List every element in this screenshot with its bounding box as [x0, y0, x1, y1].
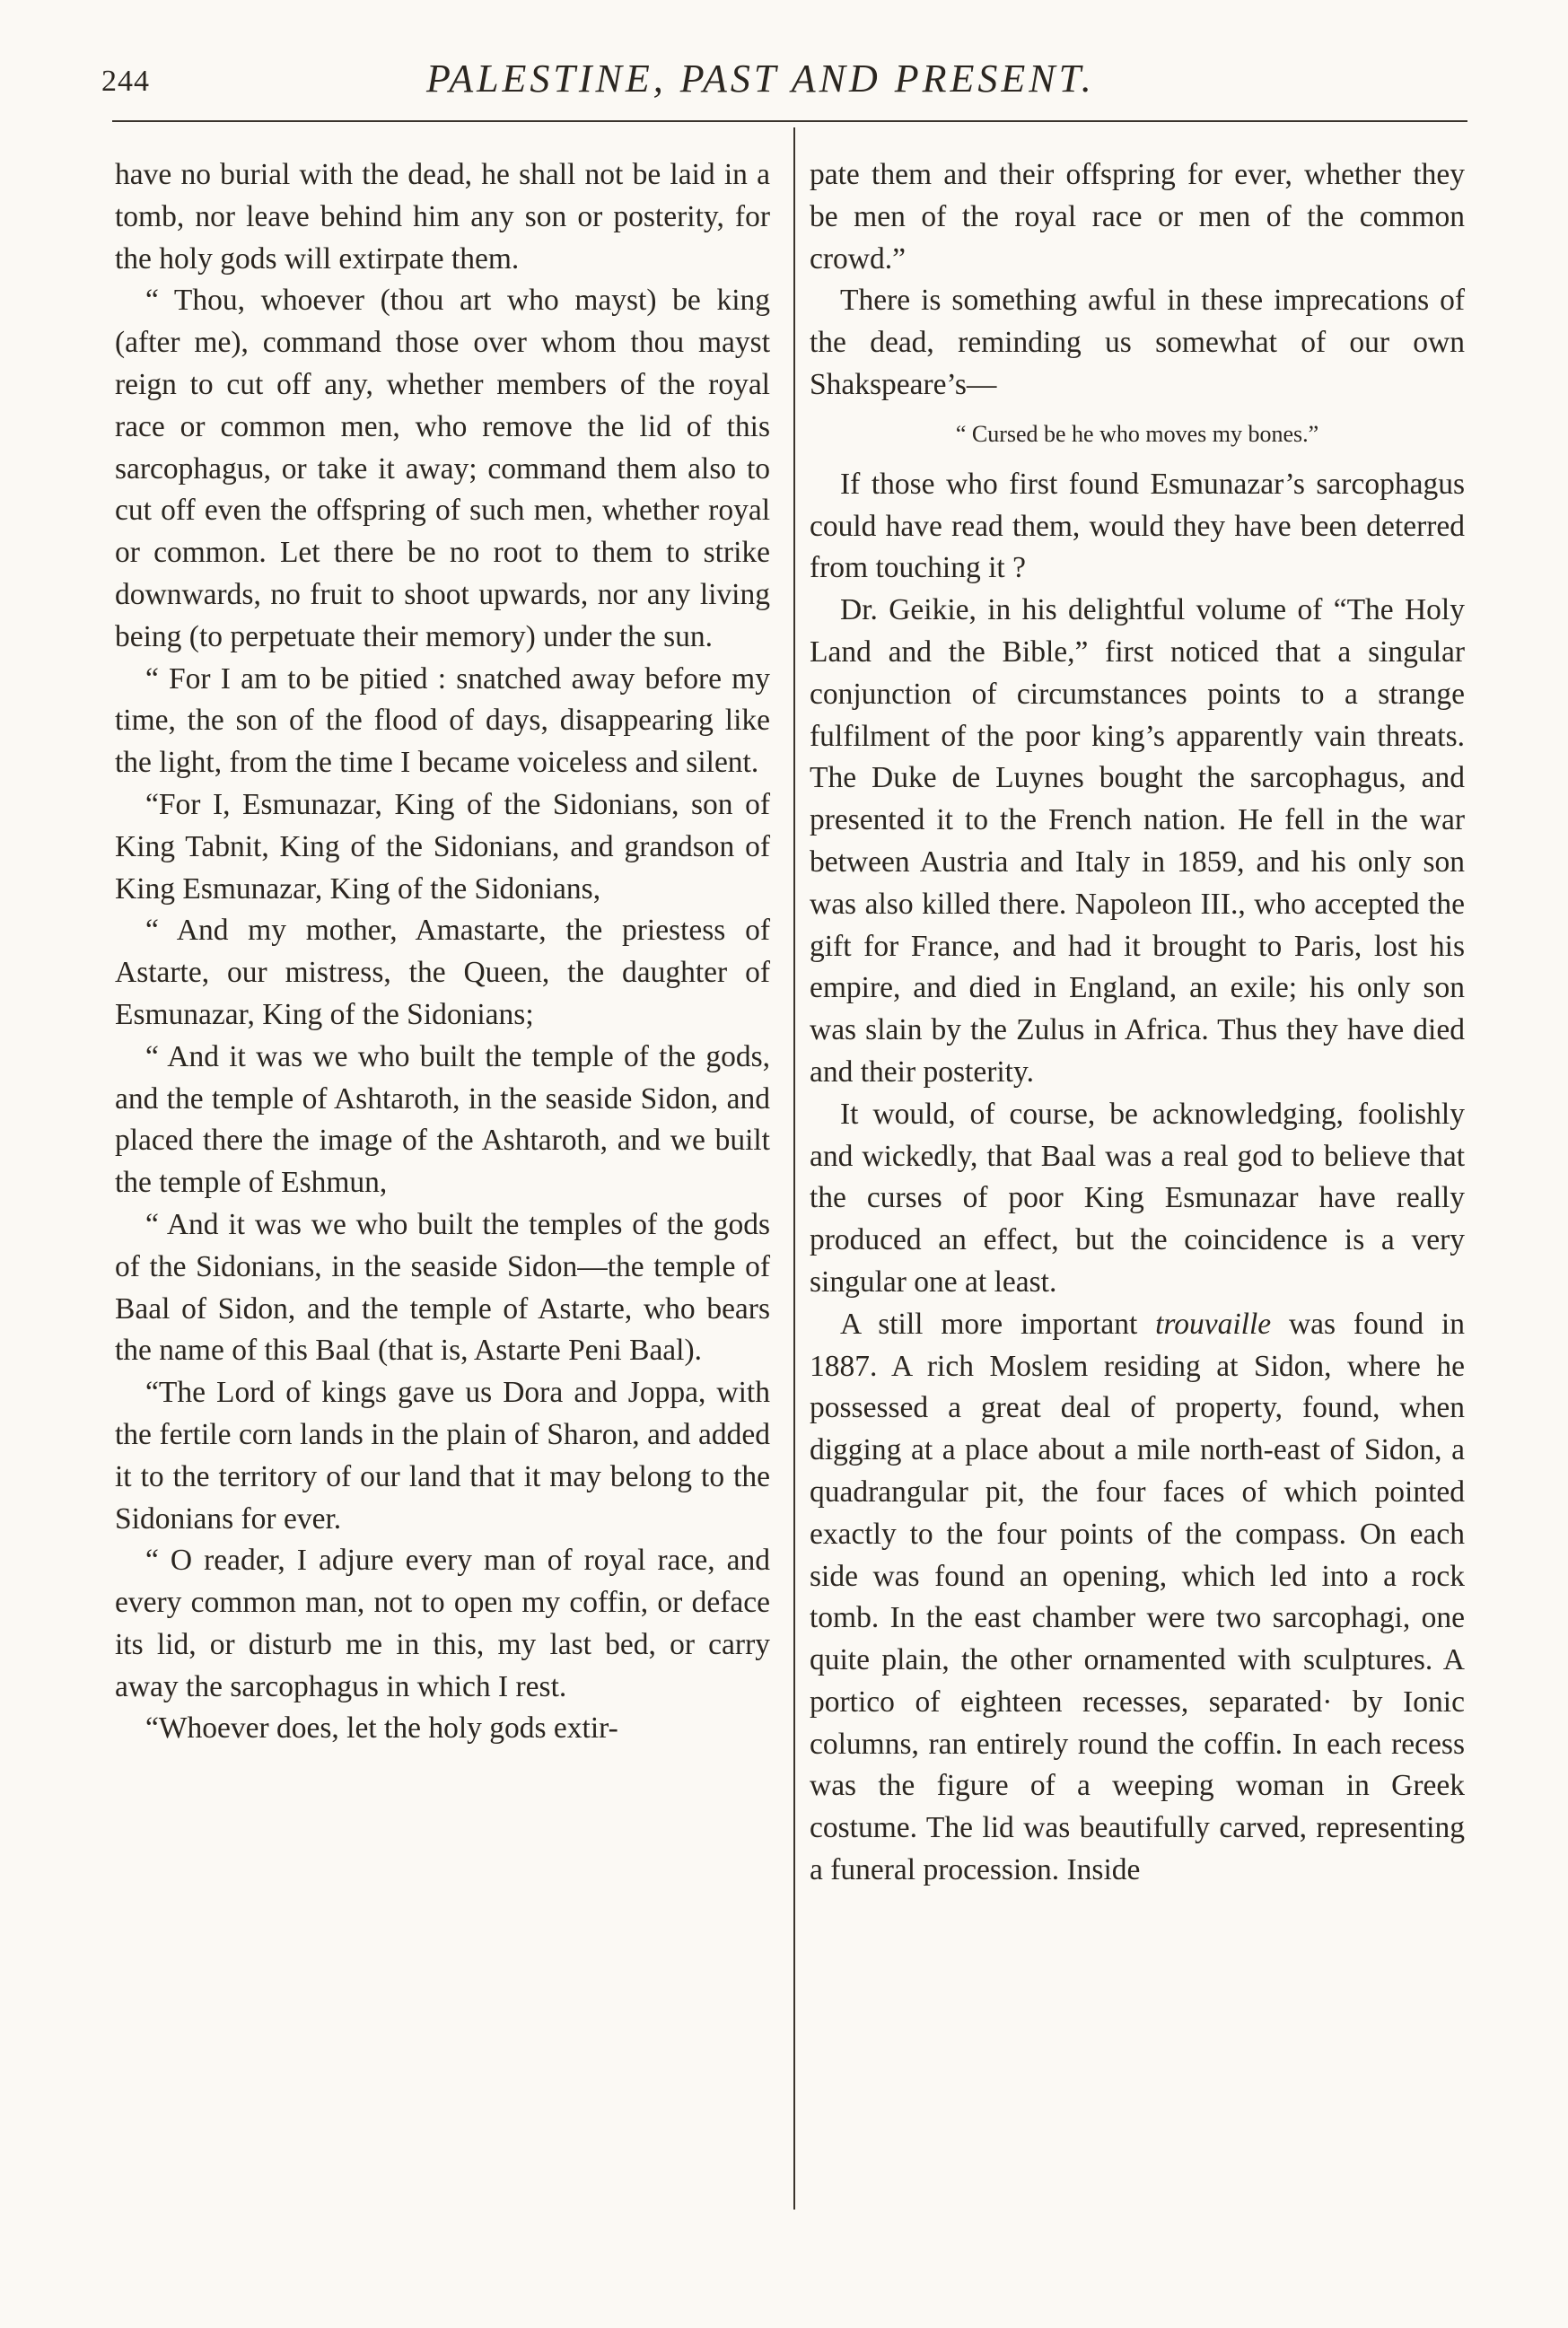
- page-number: 244: [101, 65, 150, 98]
- paragraph: “ And it was we who built the temple of the gods, and the temple of Ashtaroth, in the seaside Sidon, and placed there the image of the Ashtaroth, and we built the temple of Eshmun,: [115, 1039, 770, 1200]
- paragraph: There is something awful in these imprecations of the dead, reminding us somewhat of our own Shakspeare’s—: [810, 284, 1465, 401]
- column-divider: [793, 127, 795, 2210]
- paragraph: “ Thou, whoever (thou art who mayst) be king (after me), command those over whom thou mayst reign to cut off any, whether members of the royal race or common men, who remove the lid of this sarcophagus, or take it away; command them also to cut off even the offspring of such men, whether royal or common. Let there be no root to them to strike downwards, no fruit to shoot upwards, nor any living being (to perpetuate their memory) under the sun.: [115, 284, 770, 653]
- paragraph: Dr. Geikie, in his delightful volume of “The Holy Land and the Bible,” first noticed that a singular conjunction of circumstances points to a strange fulfilment of the poor king’s apparently vain threats. The Duke de Luynes bought the sarcophagus, and presented it to the French nation. He fell in the war between Austria and Italy in 1859, and his only son was also killed there. Napoleon III., who accepted the gift for France, and had it brought to Paris, lost his empire, and died in England, an exile; his only son was slain by the Zulus in Africa. Thus they have died and their posterity.: [810, 593, 1465, 1089]
- italic-term: trouvaille: [1155, 1307, 1272, 1341]
- paragraph: pate them and their offspring for ever, whether they be men of the royal race or men of the common crowd.”: [810, 158, 1465, 276]
- paragraph: [810, 1304, 1465, 1892]
- paragraph: “ O reader, I adjure every man of royal race, and every common man, not to open my coffin, or deface its lid, or disturb me in this, my last bed, or carry away the sarcophagus in which I rest.: [115, 1544, 770, 1703]
- text-run: A still more important: [840, 1307, 1156, 1341]
- paragraph: It would, of course, be acknowledging, foolishly and wickedly, that Baal was a real god to believe that the curses of poor King Esmunazar have really produced an effect, but the coincidence is a very singular one at least.: [810, 1097, 1465, 1299]
- paragraph: “Whoever does, let the holy gods extir-: [145, 1711, 618, 1746]
- paragraph: If those who first found Esmunazar’s sarcophagus could have read them, would they have been deterred from touching it ?: [810, 467, 1465, 585]
- text-run: was found in 1887. A rich Moslem residing at Sidon, where he possessed a great deal of property, found, when digging at a place about a mile north-east of Sidon, a quadrangular pit, the four faces of which pointed exactly to the four points of the compass. On each side was found an opening, which led into a rock tomb. In the east chamber were two sarcophagi, one quite plain, the other ornamented with sculptures. A portico of eighteen recesses, separated· by Ionic columns, ran entirely round the coffin. In each recess was the figure of a weeping woman in Greek costume. The lid was beautifully carved, representing a funeral procession. Inside: [810, 1307, 1465, 1887]
- paragraph: “ And my mother, Amastarte, the priestess of Astarte, our mistress, the Queen, the daughter of Esmunazar, King of the Sidonians;: [115, 914, 770, 1031]
- left-column: [115, 154, 770, 1750]
- paragraph: “ And it was we who built the temples of the gods of the Sidonians, in the seaside Sidon—the temple of Baal of Sidon, and the temple of Astarte, who bears the name of this Baal (that is, Astarte Peni Baal).: [115, 1207, 770, 1368]
- block-quote: “ Cursed be he who moves my bones.”: [955, 420, 1319, 447]
- header-rule: [112, 120, 1467, 122]
- right-column: [810, 154, 1465, 1892]
- paragraph: “The Lord of kings gave us Dora and Joppa, with the fertile corn lands in the plain of Sharon, and added it to the territory of our land that it may belong to the Sidonians for ever.: [115, 1376, 770, 1536]
- paragraph: have no burial with the dead, he shall not be laid in a tomb, nor leave behind him any son or posterity, for the holy gods will extirpate them.: [115, 158, 770, 276]
- paragraph: “ For I am to be pitied : snatched away before my time, the son of the flood of days, disappearing like the light, from the time I became voiceless and silent.: [115, 661, 770, 780]
- running-title: PALESTINE, PAST AND PRESENT.: [426, 57, 1095, 101]
- paragraph: “For I, Esmunazar, King of the Sidonians, son of King Tabnit, King of the Sidonians, and grandson of King Esmunazar, King of the Sidonians,: [115, 787, 770, 906]
